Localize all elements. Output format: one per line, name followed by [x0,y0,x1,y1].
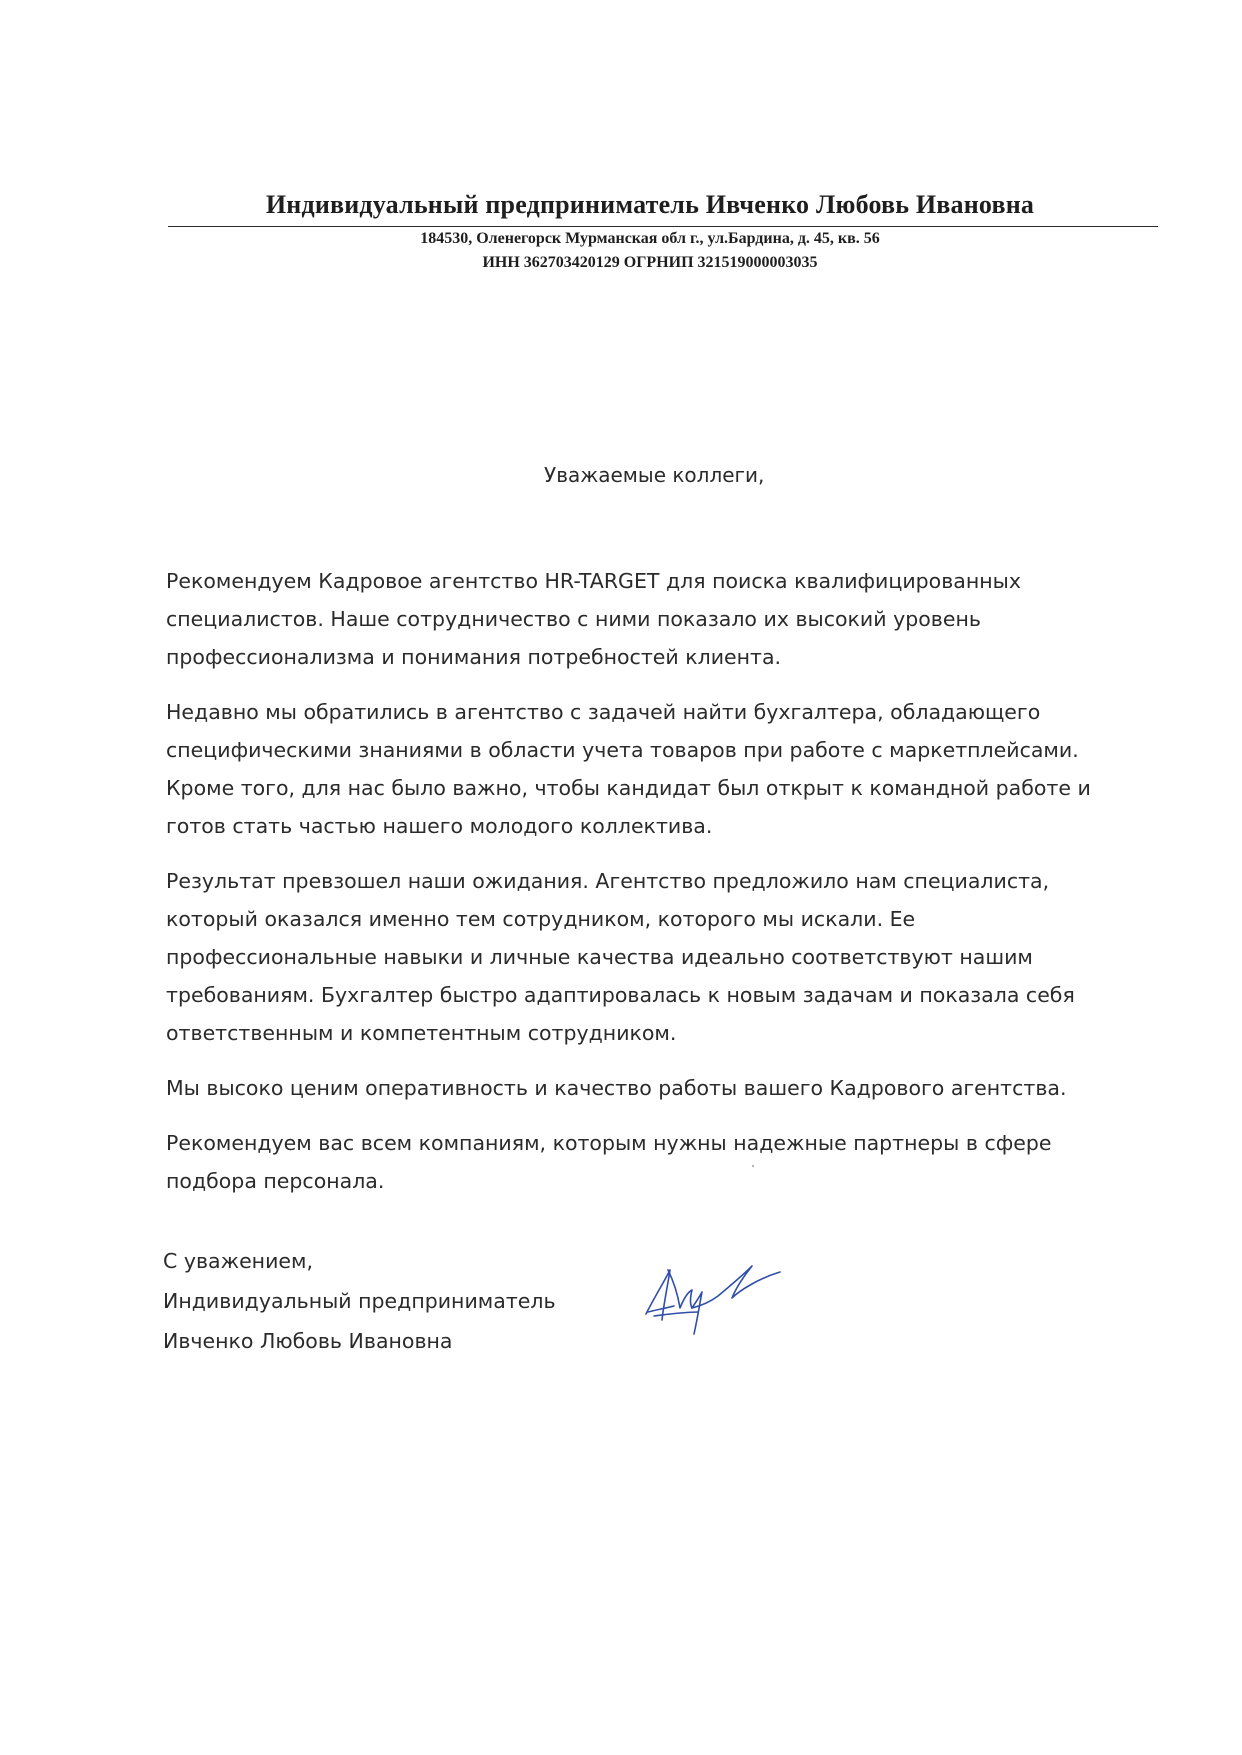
paragraph: Рекомендуем вас всем компаниям, которым нужны надежные партнеры в сфере подбора персонала. [166,1131,1052,1193]
handwritten-signature [640,1262,790,1342]
letter-body [166,562,1126,1217]
closing-block [163,1241,556,1361]
letterhead-title: Индивидуальный предприниматель Ивченко Любовь Ивановна [265,190,1035,219]
closing-regards: С уважением, [163,1249,314,1273]
closing-position: Индивидуальный предприниматель [163,1289,556,1313]
paragraph: Рекомендуем Кадровое агентство HR-TARGET для поиска квалифицированных специалистов. Наше сотрудничество с ними показало их высокий уровень профессионализма и понимания потребностей клиента. [166,569,1021,669]
scan-speck [752,1165,754,1167]
letterhead-rule [168,226,1158,227]
letterhead-address: 184530, Оленегорск Мурманская обл г., ул.Бардина, д. 45, кв. 56 [420,230,880,247]
salutation: Уважаемые коллеги, [544,463,765,487]
paragraph: Недавно мы обратились в агентство с задачей найти бухгалтера, обладающего специфическими знаниями в области учета товаров при работе с маркетплейсами. Кроме того, для нас было важно, чтобы кандидат был открыт к командной работе и готов стать частью нашего молодого коллектива. [166,700,1091,838]
paragraph: Мы высоко ценим оперативность и качество работы вашего Кадрового агентства. [166,1076,1067,1100]
paragraph: Результат превзошел наши ожидания. Агентство предложило нам специалиста, который оказался именно тем сотрудником, которого мы искали. Ее профессиональные навыки и личные качества идеально соответствуют нашим требованиям. Бухгалтер быстро адаптировалась к новым задачам и показала себя ответственным и компетентным сотрудником. [166,869,1075,1045]
closing-signatory-name: Ивченко Любовь Ивановна [163,1329,453,1353]
letterhead-registration-ids: ИНН 362703420129 ОГРНИП 321519000003035 [482,254,818,271]
